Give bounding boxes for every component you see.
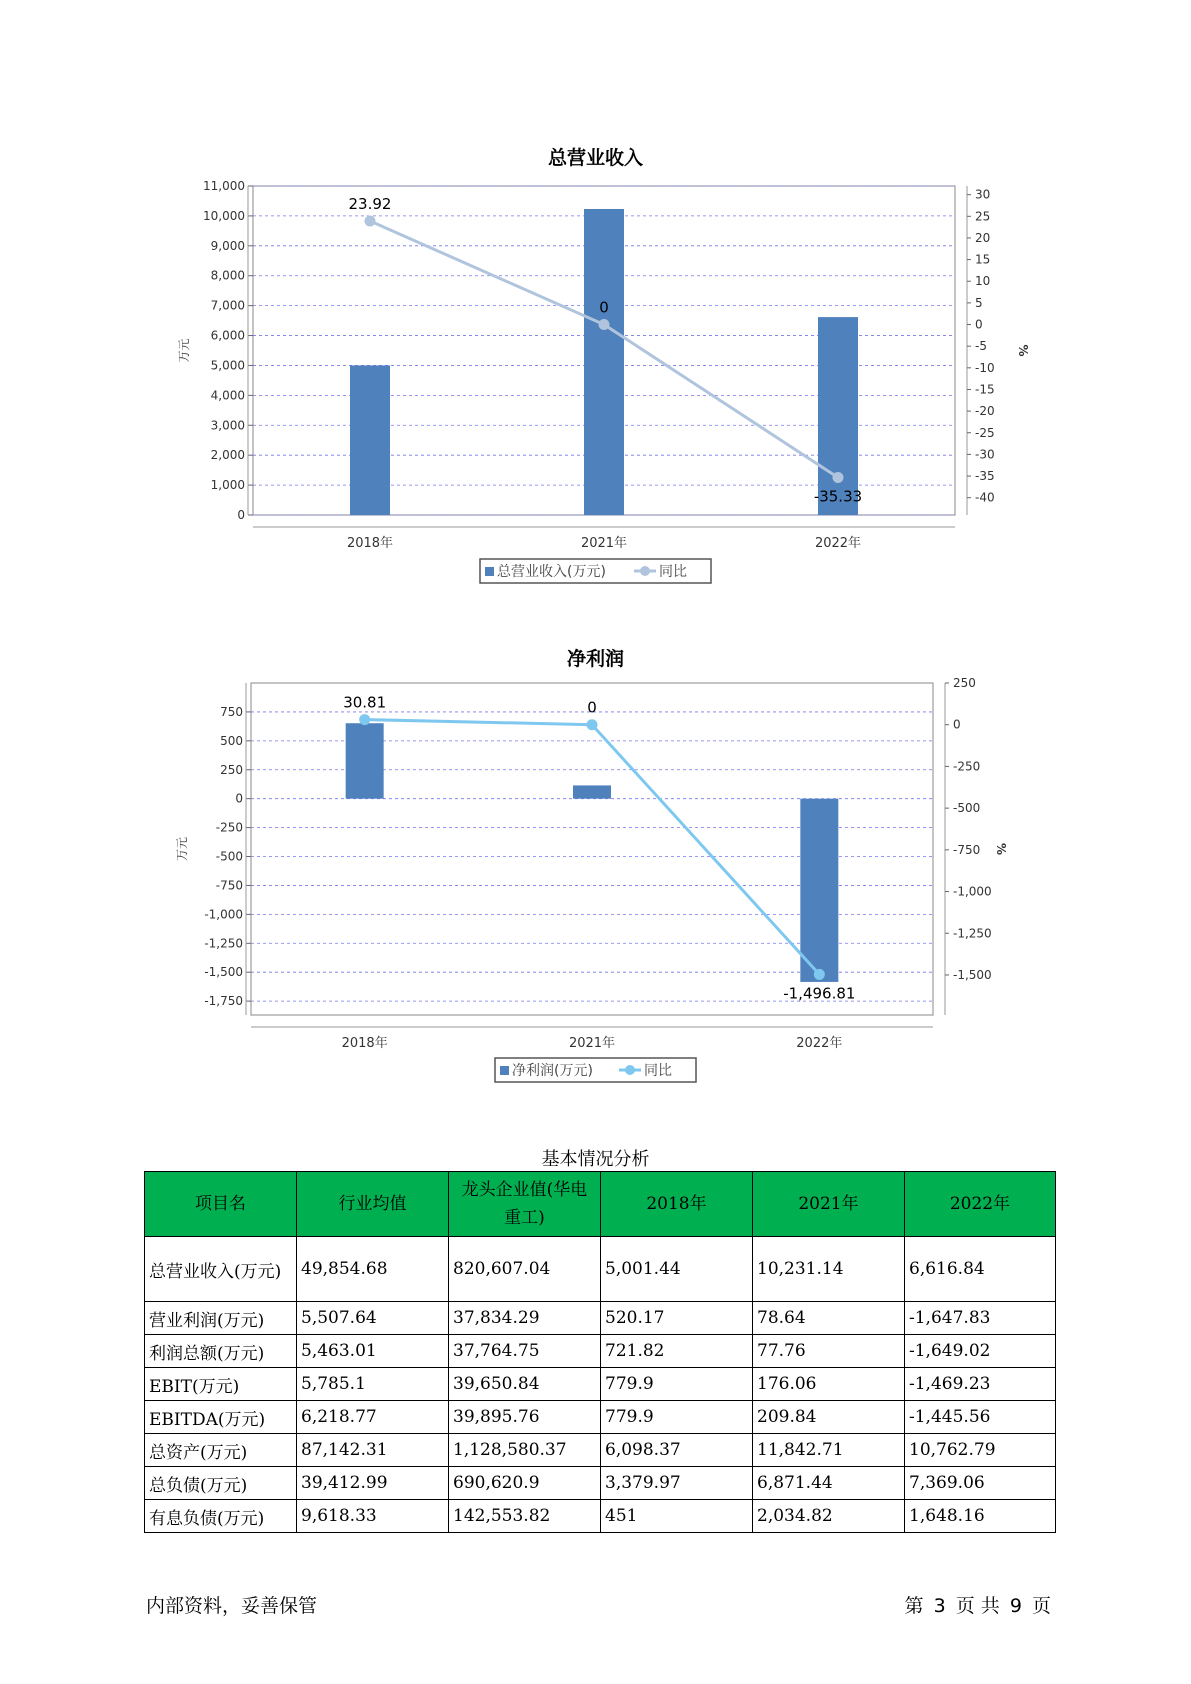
y-tick-label: -1,250	[204, 936, 243, 951]
table-cell: 37,764.75	[449, 1335, 601, 1368]
legend-line-label: 同比	[659, 564, 687, 580]
y2-tick-label: 30	[975, 187, 991, 202]
table-cell: 6,871.44	[753, 1467, 905, 1500]
data-label: -35.33	[813, 487, 863, 506]
table-cell: 5,507.64	[297, 1302, 449, 1335]
table-cell: -1,469.23	[905, 1368, 1056, 1401]
table-cell: -1,649.02	[905, 1335, 1056, 1368]
x-tick-label: 2021年	[580, 536, 628, 551]
y-tick-label: 4,000	[210, 388, 245, 403]
table-cell: -1,445.56	[905, 1401, 1056, 1434]
table-cell: 142,553.82	[449, 1500, 601, 1533]
y2-tick-label: -1,500	[953, 967, 992, 982]
y2-axis-label: %	[1016, 344, 1030, 357]
legend-line-label: 同比	[644, 1063, 672, 1079]
chart2-title: 净利润	[566, 648, 624, 670]
y-tick-label: -1,500	[204, 965, 243, 980]
table-cell: 779.9	[601, 1401, 753, 1434]
y2-tick-label: -25	[975, 425, 995, 440]
table-cell: 1,648.16	[905, 1500, 1056, 1533]
table-caption: 基本情况分析	[541, 1149, 650, 1170]
y-tick-label: 7,000	[210, 298, 245, 313]
page-suffix: 页	[1031, 1595, 1051, 1617]
legend-bar-label: 总营业收入(万元)	[497, 564, 606, 580]
table-header-row	[145, 1172, 1056, 1237]
table-cell: 1,128,580.37	[449, 1434, 601, 1467]
y-tick-label: 250	[220, 762, 243, 777]
table-cell: 39,650.84	[449, 1368, 601, 1401]
data-label: 23.92	[348, 194, 392, 213]
table-row	[145, 1237, 1056, 1302]
y2-tick-label: -1,000	[953, 884, 992, 899]
y2-tick-label: -750	[953, 842, 981, 857]
y-axis-label: 万元	[177, 338, 191, 363]
y-tick-label: 500	[220, 733, 243, 748]
y2-tick-label: 15	[975, 252, 991, 267]
page-mid: 页 共	[955, 1595, 1000, 1617]
y2-tick-label: -250	[953, 759, 981, 774]
table-row	[145, 1401, 1056, 1434]
y2-tick-label: 20	[975, 230, 991, 245]
data-label: 0	[599, 298, 609, 317]
row-label: 有息负债(万元)	[145, 1500, 297, 1533]
row-label: 总营业收入(万元)	[145, 1237, 297, 1302]
table-cell: 9,618.33	[297, 1500, 449, 1533]
y-tick-label: 1,000	[210, 478, 245, 493]
row-label: 总资产(万元)	[145, 1434, 297, 1467]
yoy-point	[587, 719, 598, 730]
page-total: 9	[1009, 1595, 1022, 1617]
x-tick-label: 2022年	[796, 1036, 843, 1051]
page-number	[903, 1591, 1053, 1618]
y-tick-label: 2,000	[210, 448, 245, 463]
y-tick-label: 6,000	[210, 328, 245, 343]
y2-tick-label: 250	[953, 676, 976, 690]
y-tick-label: -750	[215, 878, 243, 893]
table-cell: 39,895.76	[449, 1401, 601, 1434]
table-row	[145, 1500, 1056, 1533]
chart1-title: 总营业收入	[547, 147, 643, 169]
bar	[573, 785, 611, 798]
y2-tick-label: -10	[975, 360, 995, 375]
table-row	[145, 1335, 1056, 1368]
y-tick-label: 0	[237, 508, 245, 522]
legend-bar-swatch	[500, 1066, 509, 1075]
y-tick-label: -250	[215, 820, 243, 835]
y-axis-label: 万元	[175, 836, 189, 862]
y2-tick-label: 10	[975, 274, 991, 289]
table-cell: 6,616.84	[905, 1237, 1056, 1302]
table-cell: 451	[601, 1500, 753, 1533]
bar	[346, 723, 384, 798]
y2-tick-label: -30	[975, 447, 995, 462]
y2-tick-label: -1,250	[953, 926, 992, 941]
y-tick-label: 11,000	[203, 179, 245, 193]
table-row	[145, 1368, 1056, 1401]
table-cell: 6,098.37	[601, 1434, 753, 1467]
data-label: 0	[587, 698, 597, 717]
y2-axis-label: %	[994, 842, 1008, 856]
table-cell: 10,231.14	[753, 1237, 905, 1302]
header-leader-value: 龙头企业值(华电重工)	[449, 1172, 601, 1237]
table-cell: 2,034.82	[753, 1500, 905, 1533]
table-cell: 176.06	[753, 1368, 905, 1401]
header-2021: 2021年	[753, 1172, 905, 1237]
table-cell: 87,142.31	[297, 1434, 449, 1467]
x-tick-label: 2022年	[814, 536, 862, 551]
legend-bar-label: 净利润(万元)	[512, 1063, 593, 1079]
y2-tick-label: -20	[975, 404, 995, 419]
table-row	[145, 1302, 1056, 1335]
table-row	[145, 1467, 1056, 1500]
row-label: 利润总额(万元)	[145, 1335, 297, 1368]
data-label: 30.81	[343, 693, 387, 712]
header-2022: 2022年	[905, 1172, 1056, 1237]
y-tick-label: -1,750	[204, 994, 243, 1009]
table-cell: 39,412.99	[297, 1467, 449, 1500]
table-cell: 78.64	[753, 1302, 905, 1335]
page-current: 3	[933, 1595, 946, 1617]
y2-tick-label: 25	[975, 209, 991, 224]
basic-info-table	[144, 1171, 1056, 1533]
table-cell: 721.82	[601, 1335, 753, 1368]
table-cell: 7,369.06	[905, 1467, 1056, 1500]
row-label: 营业利润(万元)	[145, 1302, 297, 1335]
y-tick-label: 9,000	[210, 238, 245, 253]
table-cell: 6,218.77	[297, 1401, 449, 1434]
table-cell: 820,607.04	[449, 1237, 601, 1302]
header-2018: 2018年	[601, 1172, 753, 1237]
table-cell: 3,379.97	[601, 1467, 753, 1500]
table-cell: 11,842.71	[753, 1434, 905, 1467]
legend-line-marker	[625, 1065, 635, 1075]
table-cell: 49,854.68	[297, 1237, 449, 1302]
y2-tick-label: -40	[975, 490, 995, 505]
table-row	[145, 1434, 1056, 1467]
row-label: 总负债(万元)	[145, 1467, 297, 1500]
table-cell: -1,647.83	[905, 1302, 1056, 1335]
table-cell: 37,834.29	[449, 1302, 601, 1335]
yoy-point	[359, 714, 370, 725]
y-tick-label: 5,000	[210, 358, 245, 373]
y-tick-label: 3,000	[210, 418, 245, 433]
page-prefix: 第	[904, 1595, 924, 1617]
y2-tick-label: -5	[975, 339, 987, 354]
y-tick-label: 750	[220, 704, 243, 719]
table-cell: 5,785.1	[297, 1368, 449, 1401]
header-item-name: 项目名	[145, 1172, 297, 1237]
y2-tick-label: 5	[975, 295, 983, 310]
table-cell: 5,463.01	[297, 1335, 449, 1368]
y-tick-label: -1,000	[204, 907, 243, 922]
yoy-point	[814, 969, 825, 980]
table-cell: 779.9	[601, 1368, 753, 1401]
table-cell: 209.84	[753, 1401, 905, 1434]
y2-tick-label: 0	[975, 317, 983, 332]
footer-confidential: 内部资料，妥善保管	[146, 1595, 318, 1617]
x-tick-label: 2018年	[346, 536, 394, 551]
y-tick-label: -500	[215, 849, 243, 864]
y-tick-label: 0	[235, 791, 243, 806]
table-cell: 690,620.9	[449, 1467, 601, 1500]
y2-tick-label: -500	[953, 801, 981, 816]
x-tick-label: 2018年	[341, 1036, 388, 1051]
bar	[800, 799, 838, 982]
y2-tick-label: -35	[975, 469, 995, 484]
data-label: -1,496.81	[783, 984, 856, 1003]
table-cell: 10,762.79	[905, 1434, 1056, 1467]
table-cell: 520.17	[601, 1302, 753, 1335]
y2-tick-label: 0	[953, 717, 961, 732]
x-tick-label: 2021年	[568, 1036, 616, 1051]
table-cell: 5,001.44	[601, 1237, 753, 1302]
header-industry-avg: 行业均值	[297, 1172, 449, 1237]
row-label: EBITDA(万元)	[145, 1401, 297, 1434]
y-tick-label: 10,000	[203, 208, 245, 223]
y-tick-label: 8,000	[210, 268, 245, 283]
table-cell: 77.76	[753, 1335, 905, 1368]
y2-tick-label: -15	[975, 382, 995, 397]
row-label: EBIT(万元)	[145, 1368, 297, 1401]
